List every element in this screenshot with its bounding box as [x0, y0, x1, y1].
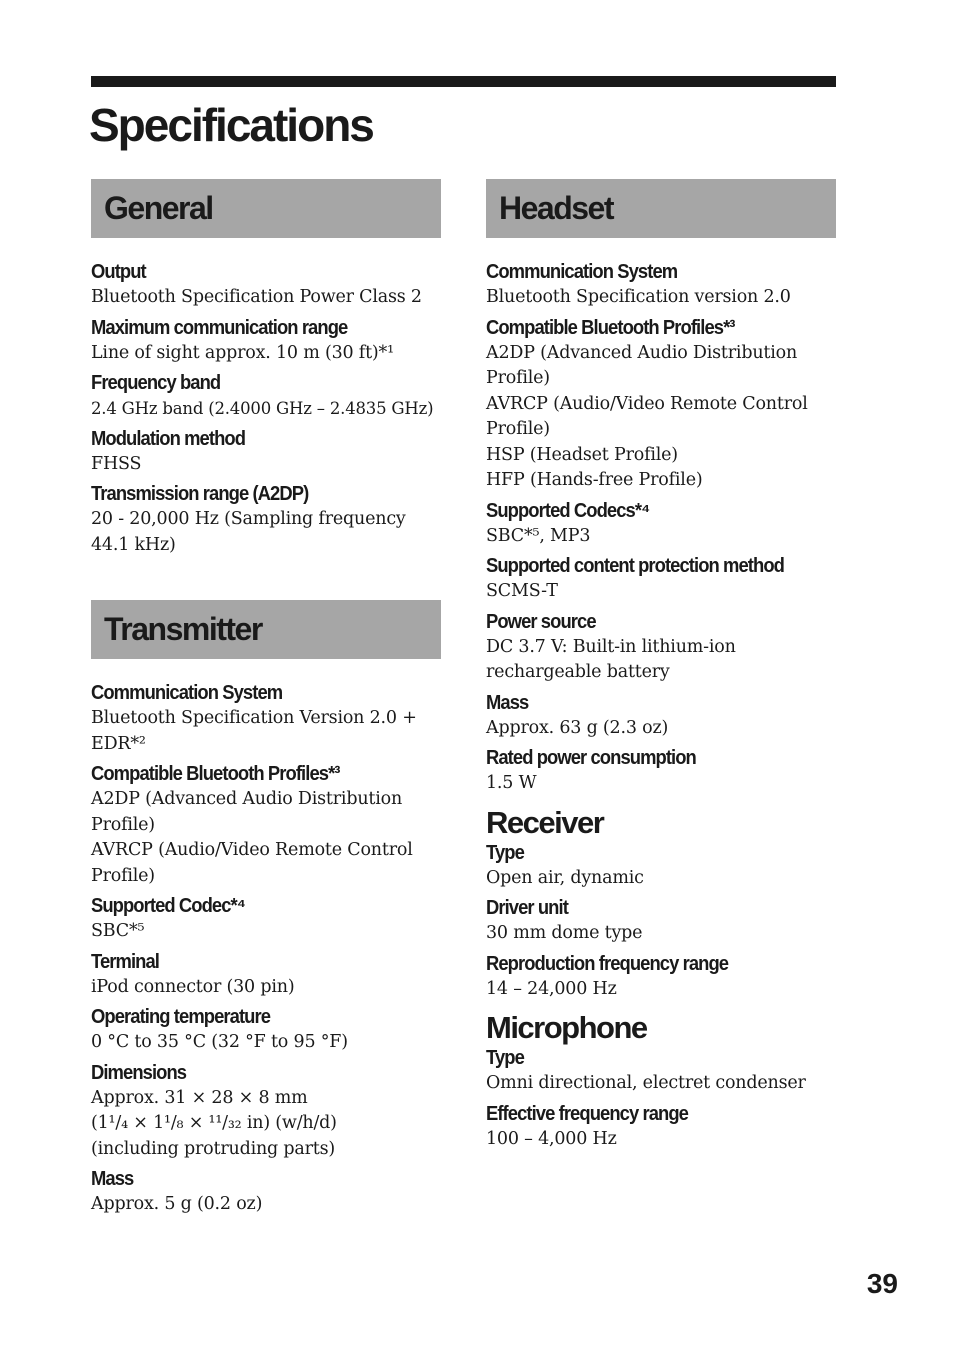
spec-item [91, 482, 441, 558]
spec-item [486, 499, 836, 550]
spec-value: Open air, dynamic [486, 867, 644, 888]
spec-item [91, 316, 441, 367]
spec-item [486, 1046, 836, 1097]
spec-value: Bluetooth Specification Power Class 2 [91, 287, 422, 307]
spec-value: 0 °C to 35 °C (32 °F to 95 °F) [91, 1032, 348, 1052]
spec-value: Line of sight approx. 10 m (30 ft)*¹ [91, 342, 394, 363]
spec-value: iPod connector (30 pin) [91, 976, 295, 997]
transmitter-items [91, 659, 441, 1218]
spec-value: SCMS-T [486, 581, 558, 601]
spec-value: Approx. 31 × 28 × 8 mm [91, 1087, 308, 1108]
page-title: Specifications [89, 99, 373, 151]
spec-label: Maximum communication range [91, 316, 348, 339]
spec-item [91, 1005, 441, 1056]
spec-value: EDR*² [91, 733, 146, 754]
microphone-heading: Microphone [486, 1010, 647, 1045]
headset-heading: Headset [499, 190, 613, 226]
spec-value: Omni directional, electret condenser [486, 1073, 806, 1093]
spec-value: HFP (Hands-free Profile) [486, 470, 703, 490]
spec-value: (including protruding parts) [91, 1138, 336, 1159]
spec-item [486, 1102, 836, 1153]
spec-item [91, 427, 441, 478]
spec-value: AVRCP (Audio/Video Remote Control [486, 393, 808, 414]
headset-section-header [486, 179, 836, 238]
spec-value: SBC*⁵, MP3 [486, 525, 591, 546]
spec-label: Transmission range (A2DP) [91, 483, 309, 505]
general-heading: General [104, 190, 213, 226]
spec-label: Reproduction frequency range [486, 952, 729, 975]
spec-label: Modulation method [91, 427, 246, 450]
spec-value: Approx. 5 g (0.2 oz) [91, 1194, 263, 1214]
title-rule [91, 76, 836, 87]
spec-label: Mass [91, 1168, 134, 1190]
spec-label: Compatible Bluetooth Profiles*³ [486, 316, 735, 339]
spec-item [91, 681, 441, 757]
spec-value: Bluetooth Specification version 2.0 [486, 287, 791, 307]
spec-label: Communication System [91, 682, 283, 704]
spec-label: Supported content protection method [486, 555, 784, 577]
receiver-heading: Receiver [486, 804, 604, 840]
spec-label: Terminal [91, 950, 159, 973]
spec-value: rechargeable battery [486, 662, 670, 682]
spec-value: Profile) [486, 368, 550, 388]
spec-value: 14 – 24,000 Hz [486, 978, 617, 999]
headset-items [486, 238, 836, 797]
spec-label: Supported Codecs*⁴ [486, 499, 650, 522]
spec-value: Profile) [91, 814, 155, 835]
spec-label: Driver unit [486, 897, 568, 919]
spec-value: HSP (Headset Profile) [486, 444, 678, 465]
right-column [486, 179, 836, 1157]
general-section-header [91, 179, 441, 238]
spec-item [486, 896, 836, 947]
spec-item [91, 260, 441, 311]
spec-value: 44.1 kHz) [91, 534, 176, 555]
spec-item [486, 691, 836, 742]
spec-value: Bluetooth Specification Version 2.0 + [91, 708, 417, 728]
spec-label: Frequency band [91, 372, 221, 394]
spec-label: Compatible Bluetooth Profiles*³ [91, 763, 340, 785]
spec-value: 2.4 GHz band (2.4000 GHz – 2.4835 GHz) [91, 399, 434, 418]
spec-label: Type [486, 841, 524, 864]
transmitter-heading: Transmitter [104, 611, 262, 647]
spec-label: Power source [486, 610, 596, 633]
spec-item [91, 762, 441, 889]
spec-value: A2DP (Advanced Audio Distribution [486, 342, 798, 363]
spec-value: AVRCP (Audio/Video Remote Control [91, 840, 413, 860]
spec-item [486, 841, 836, 892]
spec-item [91, 1167, 441, 1218]
spec-value: Profile) [91, 865, 155, 886]
spec-item [91, 894, 441, 945]
spec-label: Type [486, 1047, 524, 1069]
spec-item [91, 1061, 441, 1163]
microphone-items [486, 1046, 836, 1152]
spec-value: Profile) [486, 419, 550, 439]
spec-label: Rated power consumption [486, 747, 696, 769]
spec-label: Operating temperature [91, 1006, 271, 1028]
spec-value: 20 - 20,000 Hz (Sampling frequency [91, 509, 406, 529]
spec-item [486, 952, 836, 1003]
spec-label: Effective frequency range [486, 1102, 688, 1125]
spec-item [486, 746, 836, 797]
receiver-items [486, 841, 836, 1003]
spec-value: FHSS [91, 453, 142, 474]
spec-item [486, 316, 836, 494]
spec-label: Dimensions [91, 1061, 187, 1084]
spec-value: 100 – 4,000 Hz [486, 1128, 617, 1149]
left-column [91, 179, 441, 1223]
spec-item [486, 610, 836, 686]
spec-value: Approx. 63 g (2.3 oz) [486, 717, 669, 738]
spec-value: SBC*⁵ [91, 921, 145, 941]
general-items [91, 238, 441, 558]
spec-value: DC 3.7 V: Built-in lithium-ion [486, 636, 736, 657]
spec-value: (1¹/₄ × 1¹/₈ × ¹¹/₃₂ in) (w/h/d) [91, 1113, 337, 1133]
spec-label: Communication System [486, 261, 678, 283]
transmitter-section-header [91, 600, 441, 659]
spec-item [91, 950, 441, 1001]
spec-item [91, 371, 441, 422]
spec-value: A2DP (Advanced Audio Distribution [91, 789, 403, 809]
spec-item [486, 260, 836, 311]
spec-label: Output [91, 261, 146, 283]
spec-label: Mass [486, 691, 529, 714]
page-number: 39 [866, 1268, 898, 1299]
spec-value: 30 mm dome type [486, 923, 643, 943]
spec-value: 1.5 W [486, 773, 537, 793]
spec-item [486, 554, 836, 605]
spec-label: Supported Codec*⁴ [91, 895, 245, 917]
